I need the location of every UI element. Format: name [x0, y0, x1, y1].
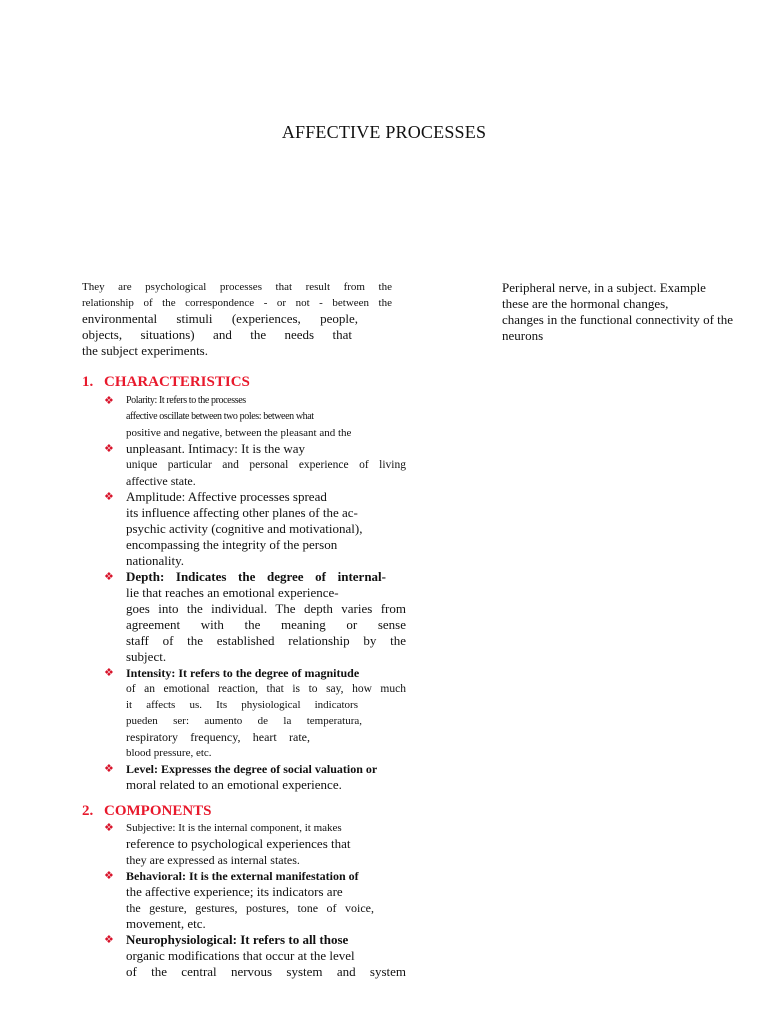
- item-line: affective state.: [126, 474, 196, 488]
- item-line: of an emotional reaction, that is to say, how much: [126, 683, 406, 695]
- diamond-bullet-icon: ❖: [104, 395, 114, 407]
- diamond-bullet-icon: ❖: [104, 870, 114, 882]
- item-line: blood pressure, etc.: [126, 747, 212, 759]
- item-line: the gesture, gestures, postures, tone of voice,: [126, 901, 374, 915]
- item-line: Level: Expresses the degree of social valuation or: [126, 762, 378, 776]
- right-column-line: changes in the functional connectivity of the: [502, 312, 734, 327]
- intro-paragraph: [82, 279, 392, 359]
- diamond-bullet-icon: ❖: [104, 822, 114, 834]
- list-item-amplitude: [104, 489, 406, 569]
- intro-line: the subject experiments.: [82, 343, 208, 358]
- item-line: Intensity: It refers to the degree of magnitude: [126, 666, 360, 680]
- item-line: affective oscillate between two poles: between what: [126, 411, 314, 422]
- item-line: Depth: Indicates the degree of internal-: [126, 569, 386, 584]
- item-line: moral related to an emotional experience.: [126, 777, 342, 792]
- item-line: unique particular and personal experience of living: [126, 459, 406, 471]
- section-number: 1.: [82, 374, 94, 390]
- diamond-bullet-icon: ❖: [104, 667, 114, 679]
- list-item-neurophysiological: [104, 932, 406, 980]
- diamond-bullet-icon: ❖: [104, 934, 114, 946]
- item-line: goes into the individual. The depth varies from: [126, 601, 406, 616]
- characteristics-list: [104, 393, 406, 793]
- item-line: unpleasant. Intimacy: It is the way: [126, 441, 306, 456]
- item-line: respiratory frequency, heart rate,: [126, 730, 310, 744]
- diamond-bullet-icon: ❖: [104, 763, 114, 775]
- item-line: staff of the established relationship by the: [126, 633, 406, 648]
- right-column-line: neurons: [502, 328, 544, 343]
- right-column-paragraph: [502, 280, 764, 344]
- item-line: Behavioral: It is the external manifestation of: [126, 869, 359, 883]
- intro-line: They are psychological processes that result from the: [82, 281, 392, 293]
- item-line: the affective experience; its indicators are: [126, 884, 343, 899]
- section-heading-text: COMPONENTS: [104, 803, 212, 819]
- diamond-bullet-icon: ❖: [104, 443, 114, 455]
- section-heading-components: [82, 803, 212, 820]
- intro-line: relationship of the correspondence - or not - between the: [82, 297, 392, 309]
- list-item-subjective: [104, 820, 406, 868]
- item-line: movement, etc.: [126, 916, 206, 931]
- document-title: AFFECTIVE PROCESSES: [281, 122, 487, 142]
- item-line: Polarity: It refers to the processes: [126, 395, 246, 406]
- diamond-bullet-icon: ❖: [104, 491, 114, 503]
- item-line: nationality.: [126, 553, 185, 568]
- right-column-line: these are the hormonal changes,: [502, 296, 669, 311]
- intro-line: environmental stimuli (experiences, people,: [82, 311, 358, 326]
- item-line: subject.: [126, 649, 167, 664]
- item-line: reference to psychological experiences that: [126, 836, 351, 851]
- intro-line: objects, situations) and the needs that: [82, 327, 352, 342]
- section-heading-characteristics: [82, 374, 250, 391]
- list-item-depth: [104, 569, 406, 665]
- list-item-level: [104, 761, 406, 793]
- item-line: Neurophysiological: It refers to all those: [126, 932, 349, 947]
- section-heading-text: CHARACTERISTICS: [104, 374, 250, 390]
- item-line: lie that reaches an emotional experience-: [126, 585, 339, 600]
- item-line: its influence affecting other planes of the ac-: [126, 505, 358, 520]
- item-line: organic modifications that occur at the level: [126, 948, 355, 963]
- section-number: 2.: [82, 803, 94, 819]
- item-line: Amplitude: Affective processes spread: [126, 489, 327, 504]
- diamond-bullet-icon: ❖: [104, 571, 114, 583]
- item-line: positive and negative, between the pleasant and the: [126, 427, 352, 439]
- list-item-intensity: [104, 665, 406, 761]
- right-column-line: Peripheral nerve, in a subject. Example: [502, 280, 706, 295]
- item-line: of the central nervous system and system: [126, 964, 406, 979]
- list-item-polarity: [104, 393, 406, 441]
- list-item-behavioral: [104, 868, 406, 932]
- item-line: Subjective: It is the internal component, it makes: [126, 822, 342, 834]
- item-line: encompassing the integrity of the person: [126, 537, 338, 552]
- components-list: [104, 820, 406, 980]
- item-line: it affects us. Its physiological indicators: [126, 699, 358, 711]
- item-line: agreement with the meaning or sense: [126, 617, 406, 632]
- item-line: they are expressed as internal states.: [126, 853, 300, 867]
- item-line: pueden ser: aumento de la temperatura,: [126, 715, 362, 727]
- list-item-intimacy: [104, 441, 406, 489]
- item-line: psychic activity (cognitive and motivational),: [126, 521, 363, 536]
